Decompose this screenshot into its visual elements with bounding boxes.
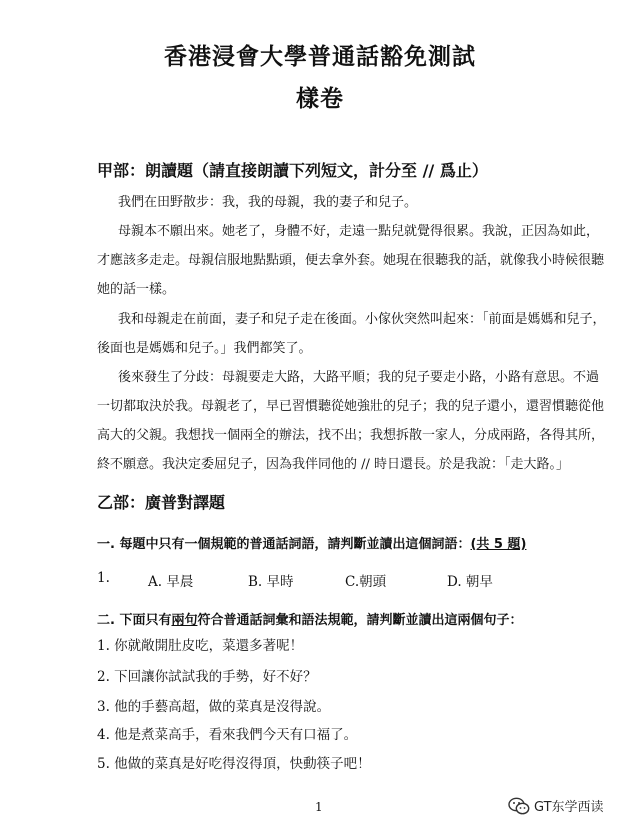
question-2-instruction <box>97 609 523 628</box>
part-a-paragraph-2-line-2: 才應該多走走。母親信服地點點頭，便去拿外套。她現在很聽我的話，就像我小時候很聽 <box>97 253 605 268</box>
option-d: D. 朝早 <box>447 574 493 590</box>
wechat-icon <box>508 797 530 815</box>
part-a-paragraph-4-line-1: 後來發生了分歧：母親要走大路，大路平順；我的兒子要走小路，小路有意思。不過 <box>118 370 600 385</box>
sentence-5: 5. 他做的菜真是好吃得沒得頂，快動筷子吧！ <box>97 756 371 772</box>
part-a-paragraph-4-line-3: 高大的父親。我想找一個兩全的辦法，找不出；我想拆散一家人，分成兩路，各得其所， <box>97 428 605 443</box>
sentence-1: 1. 你就敞開肚皮吃，菜還多著呢！ <box>97 638 304 654</box>
part-a-paragraph-2-line-3: 她的話一樣。 <box>97 282 176 297</box>
page-number: 1 <box>315 800 323 814</box>
question-2-text-post: 符合普通話詞彙和語法規範，請判斷並讀出這兩個句子： <box>197 613 523 628</box>
option-b: B. 早時 <box>248 574 294 590</box>
part-b-heading: 乙部：廣普對譯題 <box>97 493 226 512</box>
option-a: A. 早晨 <box>148 574 194 590</box>
page-subtitle: 樣卷 <box>296 85 344 112</box>
part-a-paragraph-3-line-2: 後面也是媽媽和兒子。」我們都笑了。 <box>97 341 312 356</box>
page-title: 香港浸會大學普通話豁免測試 <box>164 43 476 70</box>
question-1-text: 一. 每題中只有一個規範的普通話詞語，請判斷並讀出這個詞語： <box>97 537 471 552</box>
watermark <box>508 796 604 815</box>
question-1-number: 1. <box>97 570 110 586</box>
part-a-paragraph-4-line-2: 一切都取決於我。母親老了，早已習慣聽從她強壯的兒子；我的兒子還小，還習慣聽從他 <box>97 399 605 414</box>
part-a-paragraph-1: 我們在田野散步：我，我的母親，我的妻子和兒子。 <box>118 195 418 210</box>
part-a-paragraph-4-line-4: 終不願意。我決定委屈兒子，因為我伴同他的 // 時日還長。於是我說：「走大路。」 <box>97 457 570 472</box>
watermark-text: GT东学西读 <box>534 800 604 815</box>
sentence-2: 2. 下回讓你試試我的手勢，好不好？ <box>97 669 317 685</box>
sentence-3: 3. 他的手藝高超，做的菜真是沒得說。 <box>97 699 331 715</box>
question-1-instruction <box>97 533 526 552</box>
question-1-count: (共 5 題) <box>470 537 527 552</box>
part-a-paragraph-2-line-1: 母親本不願出來。她老了，身體不好，走遠一點兒就覺得很累。我說，正因為如此， <box>118 224 600 239</box>
question-2-text-pre: 二. 下面只有 <box>97 613 172 628</box>
option-c: C.朝頭 <box>345 574 387 590</box>
question-2-emphasis: 兩句 <box>171 613 198 628</box>
part-a-paragraph-3-line-1: 我和母親走在前面，妻子和兒子走在後面。小傢伙突然叫起來：「前面是媽媽和兒子， <box>118 312 606 327</box>
sentence-4: 4. 他是煮菜高手，看來我們今天有口福了。 <box>97 727 358 743</box>
part-a-heading: 甲部：朗讀題（請直接朗讀下列短文，計分至 // 爲止） <box>97 161 488 180</box>
